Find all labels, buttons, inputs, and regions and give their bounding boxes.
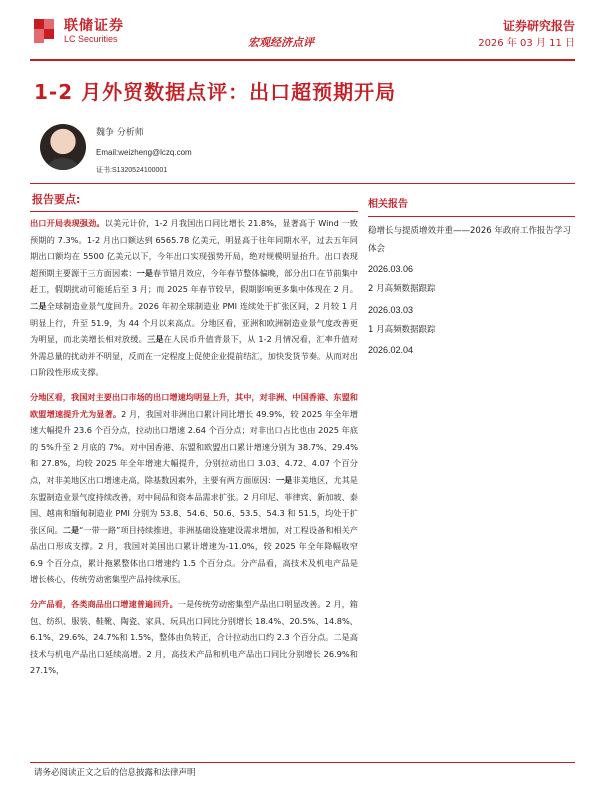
report-type: 证券研究报告 [502, 19, 575, 33]
paragraph-text: 在人民币升值背景下，从 1-2 月情况看，汇率升值对外需总量的扰动并不明显，反而在一定程度上促使企业提前结汇，加快发货节奏。从而对出口阶段性形成支撑。 [30, 334, 358, 378]
paragraph-text: 2 月，我国对非洲出口累计同比增长 49.9%，较 2025 年全年增速大幅提升 23.6 个百分点，拉动出口增速 2.64 个百分点；对非出口占比也由 2025 年底的 5%升至 2 月底的 7%。对中国香港、东盟和欧盟出口累计增速分别为 38.7%、29.4%和 27.8%，均较 2025 年全年增速大幅提升，分别拉动出口 3.03、4.72、4.07 个百分点，对非美地区出口增速走高，除基数因素外，主要有两方面原因： [30, 408, 358, 485]
related-reports-heading: 相关报告 [368, 199, 408, 210]
footer-divider [30, 762, 575, 763]
paragraph-text: 一是传统劳动密集型产品出口明显改善。2 月，箱包、纺织、服装、鞋靴、陶瓷、家具、玩具出口同比分别增长 18.4%、20.5%、14.8%、6.1%、29.6%、24.7%和 1.5%，整体由负转正，合计拉动出口约 2.3 个百分点。二是高技术与机电产品出口延续高增。2 月，高技术产品和机电产品出口同比分别增长 26.9%和 27.1%， [30, 599, 358, 676]
analyst-email: Email:weizheng@lczq.com [96, 148, 192, 157]
paragraph-point-marker: 二是 [30, 300, 47, 311]
report-title: 1-2 月外贸数据点评：出口超预期开局 [34, 80, 397, 104]
related-report-link[interactable]: 稳增长与提质增效并重——2026 年政府工作报告学习体会 [368, 226, 571, 254]
logo-chinese-name: 联储证券 [64, 17, 124, 34]
related-report-date: 2026.03.03 [368, 304, 414, 315]
related-report-link[interactable]: 1 月高频数据跟踪 [368, 324, 436, 335]
paragraph-text: 全球制造业景气度回升。2026 年初全球制造业 PMI 连续处于扩张区间，2 月较 1 月明显上行，升至 51.9，为 44 个月以来高点。分地区看，亚洲和欧洲制造业景气度改善更为明显，而北美增长相对放缓。 [30, 300, 358, 345]
analyst-certificate: 证书:S1320524100001 [96, 167, 168, 174]
paragraph-text: 非美地区，尤其是东盟制造业景气度持续改善，对中间品和资本品需求扩张。2 月印尼、菲律宾、新加坡、泰国、越南和缅甸制造业 PMI 分别为 53.8、54.6、50.6、53.5、54.3 和 51.5，均处于扩张区间。 [30, 474, 358, 535]
section-divider [30, 183, 575, 184]
paragraph-lead: 分产品看，各类商品出口增速普遍回升。 [30, 599, 178, 610]
report-date: 2026 年 03 月 11 日 [478, 38, 575, 49]
paragraph-lead: 分地区看，我国对主要出口市场的出口增速均明显上升，其中，对非洲、中国香港、东盟和欧盟增速提升尤为显著。 [30, 391, 358, 419]
paragraph-point-marker: 一是 [136, 267, 153, 278]
paragraph-point-marker: 一是 [275, 474, 293, 485]
paragraph-by-product [30, 596, 358, 679]
page-header [30, 10, 575, 60]
paragraph-text: 春节错月效应，今年春节整体偏晚，部分出口在节前集中赶工，假期扰动可能延后至 3 月；而 2025 年春节较早，假期影响更多集中体现在 2 月。 [30, 267, 358, 295]
logo-mark-icon [30, 16, 58, 46]
paragraph-lead: 出口开局表现强劲。 [30, 218, 105, 228]
footer-disclaimer: 请务必阅读正文之后的信息披露和法律声明 [34, 768, 196, 778]
key-points-heading: 报告要点: [32, 193, 81, 206]
company-logo [30, 16, 124, 46]
paragraph-text: “一带一路”项目持续推进，非洲基础设施建设需求增加，对工程设备和相关产品出口形成支撑。2 月，我国对美国出口累计增速为-11.0%，较 2025 年全年降幅收窄 6.9 个百分点，累计拖累整体出口增速约 1.5 个百分点。分产品看，高技术及机电产品是增长核心，传统劳动密集型产品持续承压。 [30, 524, 358, 585]
related-reports-divider [368, 216, 575, 217]
related-report-date: 2026.03.06 [368, 264, 414, 274]
report-category: 宏观经济点评 [248, 36, 314, 49]
related-report-date: 2026.02.04 [368, 345, 414, 355]
paragraph-text: 以美元计价，1-2 月我国出口同比增长 21.8%，显著高于 Wind 一致预期的 7.3%。1-2 月出口额达到 6565.78 亿美元，明显高于往年同期水平，过去五年同期出口额均在 5500 亿美元以下，今年出口实现强势开局，绝对规模明显抬升。出口表现超预期主要源于三方面因素： [30, 218, 358, 278]
paragraph-point-marker: 二是 [62, 524, 80, 535]
analyst-name: 魏争 分析师 [96, 128, 144, 138]
paragraph-by-region [30, 389, 358, 588]
analyst-card [40, 124, 192, 178]
main-content [30, 192, 358, 687]
key-points-divider [30, 211, 358, 212]
analyst-avatar [40, 124, 86, 170]
paragraph-point-marker: 三是 [147, 334, 164, 345]
related-reports-panel [368, 198, 575, 362]
related-report-link[interactable]: 2 月高频数据跟踪 [368, 284, 436, 294]
logo-english-name: LC Securities [64, 33, 118, 44]
paragraph-export-overview [30, 215, 358, 381]
header-divider [30, 59, 575, 61]
